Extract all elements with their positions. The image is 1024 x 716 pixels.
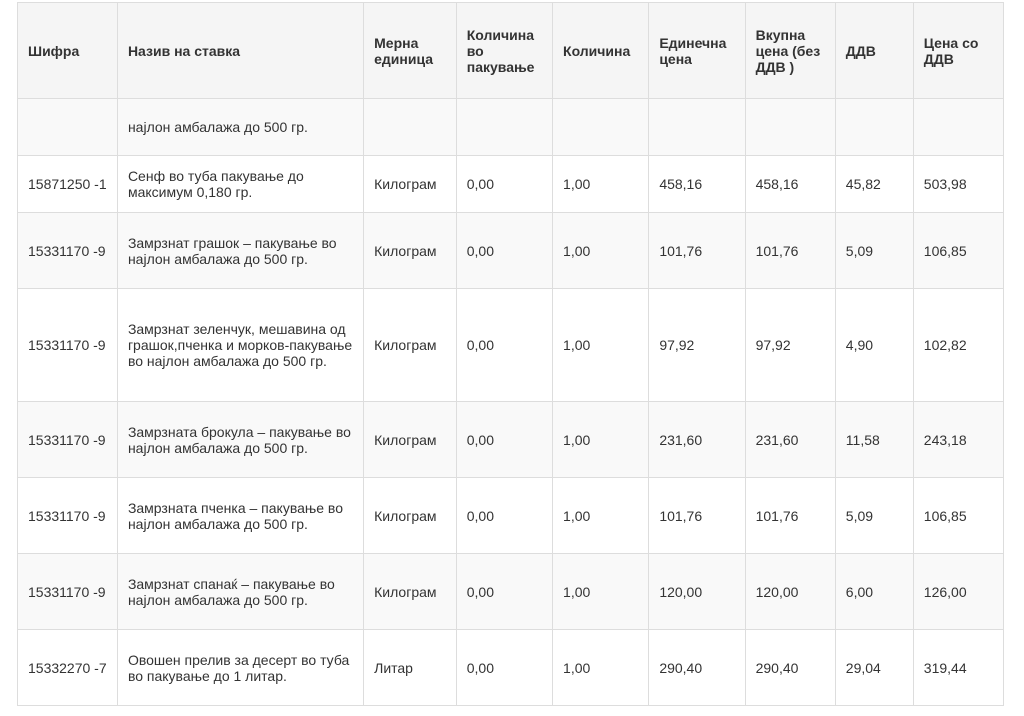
cell-unit: Килограм — [364, 213, 457, 289]
header-code: Шифра — [18, 3, 118, 99]
cell-total-no-vat: 458,16 — [745, 156, 835, 213]
header-unit: Мерна единица — [364, 3, 457, 99]
cell-vat: 5,09 — [835, 213, 913, 289]
cell-price-with-vat: 106,85 — [913, 213, 1003, 289]
cell-unit-price: 101,76 — [649, 213, 745, 289]
header-qty: Количина — [553, 3, 649, 99]
table-header-row — [18, 3, 1004, 99]
cell-unit-price: 120,00 — [649, 554, 745, 630]
cell-unit: Литар — [364, 630, 457, 706]
header-qty-per-pack: Количина во пакување — [456, 3, 552, 99]
cell-name: Замрзната брокула – пакување во најлон амбалажа до 500 гр. — [117, 402, 363, 478]
cell-code: 15331170 -9 — [18, 478, 118, 554]
cell-name: Замрзната пченка – пакување во најлон амбалажа до 500 гр. — [117, 478, 363, 554]
cell-price-with-vat: 243,18 — [913, 402, 1003, 478]
cell-qty: 1,00 — [553, 156, 649, 213]
cell-price-with-vat: 126,00 — [913, 554, 1003, 630]
cell-name: најлон амбалажа до 500 гр. — [117, 99, 363, 156]
table-row — [18, 402, 1004, 478]
cell-code: 15331170 -9 — [18, 402, 118, 478]
cell-unit: Килограм — [364, 554, 457, 630]
cell-total-no-vat — [745, 99, 835, 156]
cell-total-no-vat: 101,76 — [745, 213, 835, 289]
cell-vat: 29,04 — [835, 630, 913, 706]
cell-vat — [835, 99, 913, 156]
table-row — [18, 213, 1004, 289]
cell-code — [18, 99, 118, 156]
cell-price-with-vat: 102,82 — [913, 289, 1003, 402]
table-row — [18, 478, 1004, 554]
cell-vat: 5,09 — [835, 478, 913, 554]
cell-unit-price: 458,16 — [649, 156, 745, 213]
cell-qty: 1,00 — [553, 478, 649, 554]
cell-vat: 4,90 — [835, 289, 913, 402]
cell-total-no-vat: 101,76 — [745, 478, 835, 554]
cell-name: Овошен прелив за десерт во туба во пакување до 1 литар. — [117, 630, 363, 706]
cell-vat: 6,00 — [835, 554, 913, 630]
cell-qty: 1,00 — [553, 213, 649, 289]
cell-qty-per-pack: 0,00 — [456, 630, 552, 706]
cell-total-no-vat: 290,40 — [745, 630, 835, 706]
cell-vat: 11,58 — [835, 402, 913, 478]
cell-qty: 1,00 — [553, 289, 649, 402]
cell-unit — [364, 99, 457, 156]
table-row — [18, 99, 1004, 156]
table-row — [18, 554, 1004, 630]
table-row — [18, 156, 1004, 213]
header-unit-price: Единечна цена — [649, 3, 745, 99]
cell-unit-price: 290,40 — [649, 630, 745, 706]
header-total-no-vat: Вкупна цена (без ДДВ ) — [745, 3, 835, 99]
cell-qty: 1,00 — [553, 402, 649, 478]
header-price-with-vat: Цена со ДДВ — [913, 3, 1003, 99]
cell-qty-per-pack: 0,00 — [456, 554, 552, 630]
cell-price-with-vat: 319,44 — [913, 630, 1003, 706]
table-row — [18, 289, 1004, 402]
cell-qty-per-pack: 0,00 — [456, 478, 552, 554]
cell-qty-per-pack: 0,00 — [456, 289, 552, 402]
cell-qty-per-pack: 0,00 — [456, 156, 552, 213]
items-table — [17, 2, 1004, 706]
header-vat: ДДВ — [835, 3, 913, 99]
items-table-container — [17, 2, 1004, 706]
cell-unit: Килограм — [364, 289, 457, 402]
cell-unit-price: 231,60 — [649, 402, 745, 478]
cell-total-no-vat: 97,92 — [745, 289, 835, 402]
table-row — [18, 630, 1004, 706]
cell-code: 15331170 -9 — [18, 554, 118, 630]
cell-total-no-vat: 120,00 — [745, 554, 835, 630]
cell-code: 15332270 -7 — [18, 630, 118, 706]
cell-qty-per-pack: 0,00 — [456, 402, 552, 478]
cell-price-with-vat — [913, 99, 1003, 156]
cell-unit: Килограм — [364, 402, 457, 478]
cell-price-with-vat: 503,98 — [913, 156, 1003, 213]
cell-qty — [553, 99, 649, 156]
cell-qty: 1,00 — [553, 630, 649, 706]
cell-price-with-vat: 106,85 — [913, 478, 1003, 554]
cell-code: 15331170 -9 — [18, 289, 118, 402]
cell-code: 15331170 -9 — [18, 213, 118, 289]
cell-qty: 1,00 — [553, 554, 649, 630]
cell-unit-price — [649, 99, 745, 156]
cell-name: Замрзнат спанаќ – пакување во најлон амбалажа до 500 гр. — [117, 554, 363, 630]
cell-qty-per-pack: 0,00 — [456, 213, 552, 289]
cell-unit-price: 101,76 — [649, 478, 745, 554]
cell-code: 15871250 -1 — [18, 156, 118, 213]
cell-name: Сенф во туба пакување до максимум 0,180 гр. — [117, 156, 363, 213]
cell-qty-per-pack — [456, 99, 552, 156]
cell-name: Замрзнат зеленчук, мешавина од грашок,пченка и морков-пакување во најлон амбалажа до 500 гр. — [117, 289, 363, 402]
cell-unit-price: 97,92 — [649, 289, 745, 402]
cell-total-no-vat: 231,60 — [745, 402, 835, 478]
cell-unit: Килограм — [364, 156, 457, 213]
cell-name: Замрзнат грашок – пакување во најлон амбалажа до 500 гр. — [117, 213, 363, 289]
cell-unit: Килограм — [364, 478, 457, 554]
header-name: Назив на ставка — [117, 3, 363, 99]
cell-vat: 45,82 — [835, 156, 913, 213]
